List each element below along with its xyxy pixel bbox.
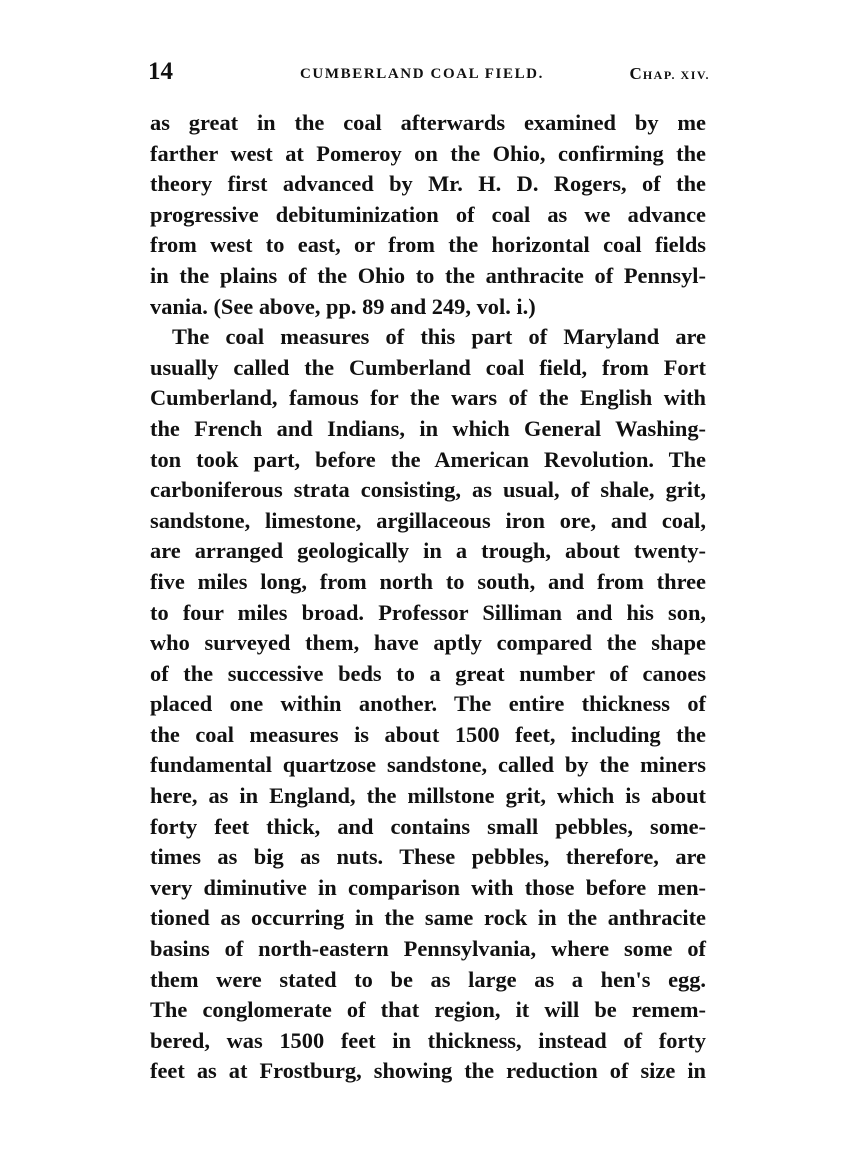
text-line: fundamental quartzose sandstone, called by the miners bbox=[150, 752, 706, 778]
paragraph-continuation bbox=[150, 108, 706, 322]
text-line: five miles long, from north to south, and from three bbox=[150, 568, 706, 594]
text-line: progressive debituminization of coal as we advance bbox=[150, 201, 706, 227]
text-line: very diminutive in comparison with those before men- bbox=[150, 874, 706, 900]
text-line: Cumberland, famous for the wars of the English with bbox=[150, 385, 706, 411]
text-line: are arranged geologically in a trough, about twenty- bbox=[150, 538, 706, 564]
text-line: feet as at Frostburg, showing the reduction of size in bbox=[150, 1058, 706, 1084]
text-line: of the successive beds to a great number of canoes bbox=[150, 660, 706, 686]
text-line: farther west at Pomeroy on the Ohio, confirming the bbox=[150, 140, 706, 166]
text-line: as great in the coal afterwards examined by me bbox=[150, 110, 706, 135]
text-line: forty feet thick, and contains small pebbles, some- bbox=[150, 813, 706, 839]
text-line: to four miles broad. Professor Silliman and his son, bbox=[150, 599, 706, 625]
text-line: here, as in England, the millstone grit, which is about bbox=[150, 783, 706, 809]
text-line: bered, was 1500 feet in thickness, instead of forty bbox=[150, 1027, 706, 1053]
body-text bbox=[150, 108, 706, 1087]
running-head bbox=[148, 58, 710, 88]
chapter-reference bbox=[630, 64, 710, 84]
text-line: carboniferous strata consisting, as usual, of shale, grit, bbox=[150, 477, 706, 503]
chapter-prefix: C bbox=[629, 64, 643, 83]
text-line: the coal measures is about 1500 feet, including the bbox=[150, 721, 706, 747]
text-line: times as big as nuts. These pebbles, therefore, are bbox=[150, 844, 706, 870]
text-line: The coal measures of this part of Maryland are bbox=[172, 324, 706, 350]
paragraph-coal-measures bbox=[150, 322, 706, 1087]
text-line: tioned as occurring in the same rock in the anthracite bbox=[150, 905, 706, 931]
chapter-rest: HAP. XIV. bbox=[642, 68, 710, 82]
text-line: theory first advanced by Mr. H. D. Rogers, of the bbox=[150, 171, 706, 197]
text-line: who surveyed them, have aptly compared the shape bbox=[150, 630, 706, 656]
text-line: sandstone, limestone, argillaceous iron ore, and coal, bbox=[150, 507, 706, 533]
text-line: usually called the Cumberland coal field, from Fort bbox=[150, 354, 706, 380]
text-line: them were stated to be as large as a hen's egg. bbox=[150, 966, 706, 992]
page-number: 14 bbox=[148, 58, 173, 85]
text-line: placed one within another. The entire thickness of bbox=[150, 691, 706, 717]
text-line: basins of north-eastern Pennsylvania, where some of bbox=[150, 936, 706, 962]
text-line: ton took part, before the American Revolution. The bbox=[150, 446, 706, 472]
text-line: from west to east, or from the horizontal coal fields bbox=[150, 232, 706, 258]
text-line: The conglomerate of that region, it will be remem- bbox=[150, 997, 706, 1023]
text-line: in the plains of the Ohio to the anthracite of Pennsyl- bbox=[150, 262, 706, 288]
running-title: CUMBERLAND COAL FIELD. bbox=[300, 66, 544, 82]
text-line: vania. (See above, pp. 89 and 249, vol. i.) bbox=[150, 293, 536, 319]
text-line: the French and Indians, in which General Washing- bbox=[150, 415, 706, 441]
